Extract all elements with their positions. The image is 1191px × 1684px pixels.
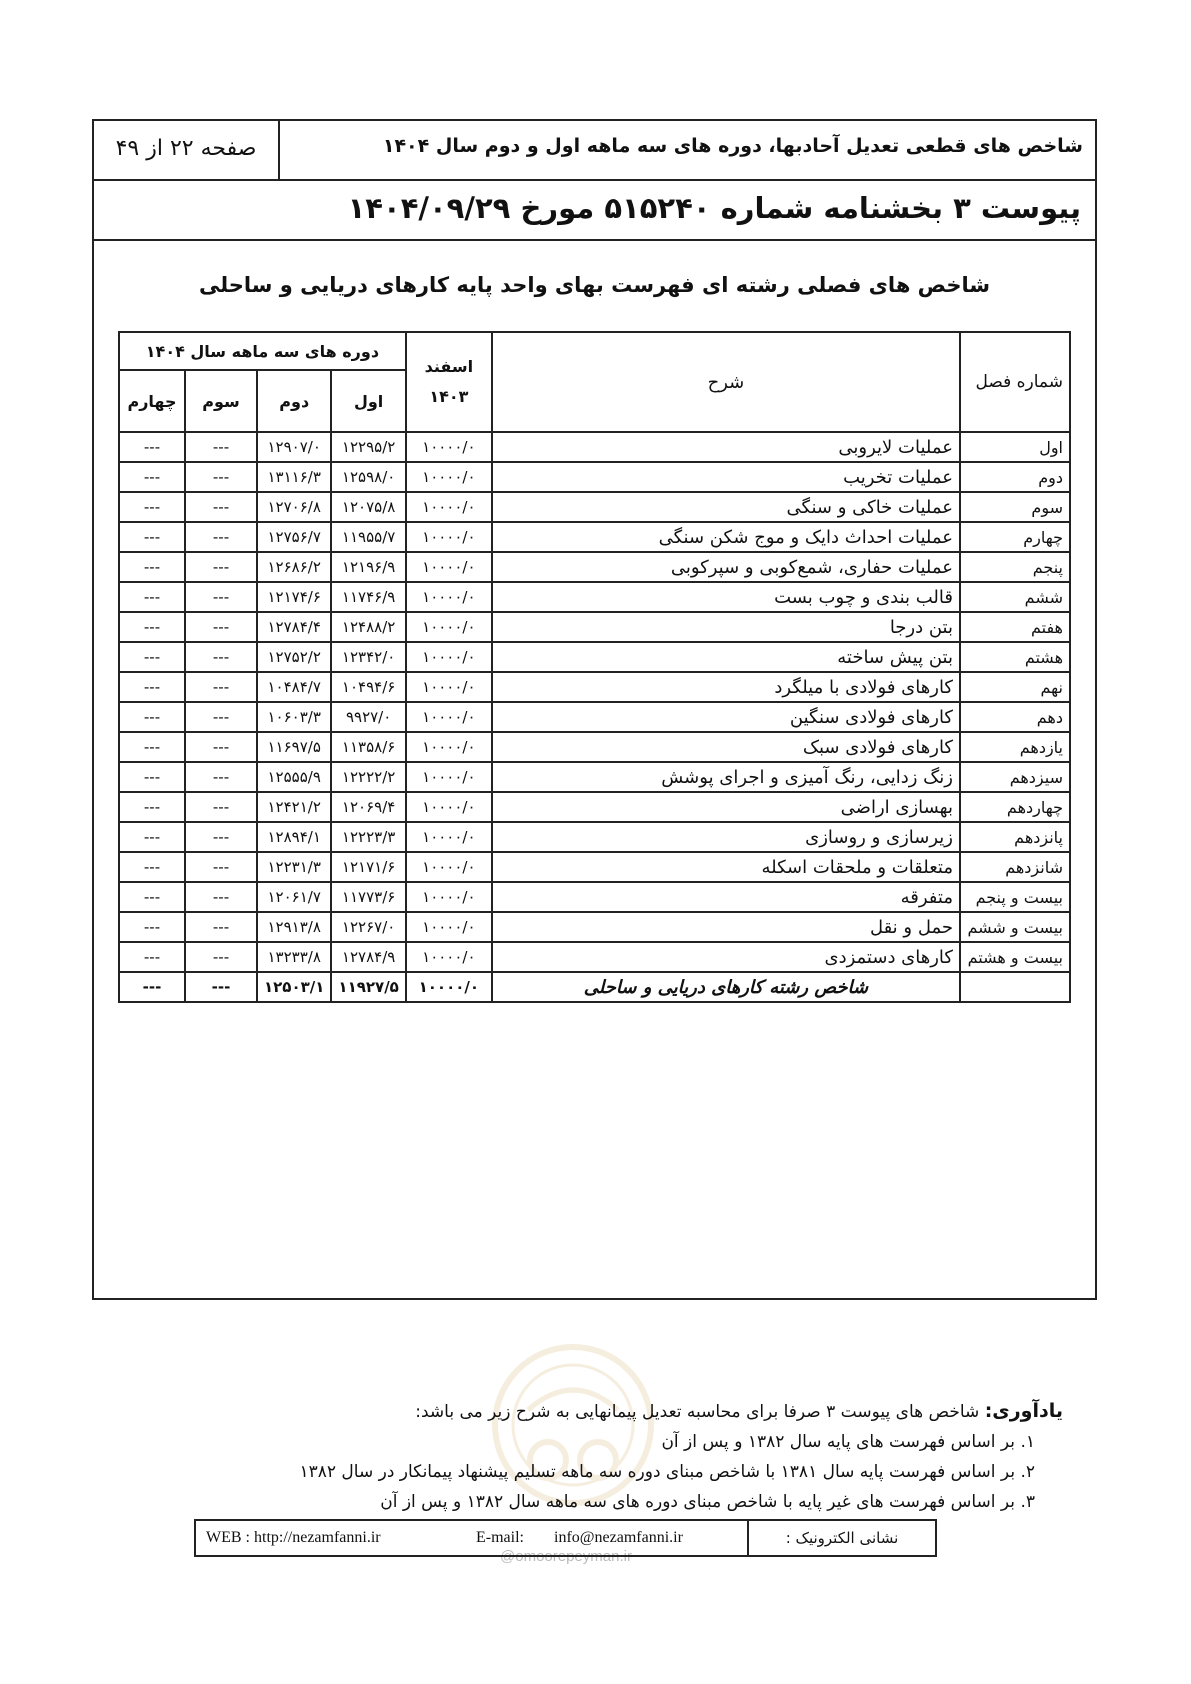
index-table xyxy=(118,331,1071,1003)
cell-description: کارهای دستمزدی xyxy=(492,942,960,972)
reminder-item: ۳. بر اساس فهرست های غیر پایه با شاخص مبنای دوره های سه ماهه سال ۱۳۸۲ و پس از آن xyxy=(380,1492,1035,1512)
cell-chapter: پانزدهم xyxy=(960,822,1070,852)
cell-q2: ۱۲۹۱۳/۸ xyxy=(257,912,331,942)
cell-q3: --- xyxy=(185,732,257,762)
cell-q4: --- xyxy=(119,462,185,492)
reminder-label: یادآوری: xyxy=(984,1400,1063,1422)
cell-description: زنگ زدایی، رنگ آمیزی و اجرای پوشش xyxy=(492,762,960,792)
cell-description: قالب بندی و چوب بست xyxy=(492,582,960,612)
cell-q1: ۹۹۲۷/۰ xyxy=(331,702,405,732)
col-q3: سوم xyxy=(185,370,257,432)
reminder-intro: شاخص های پیوست ۳ صرفا برای محاسبه تعدیل پیمانهایی به شرح زیر می باشد: xyxy=(415,1402,980,1422)
cell-base: ۱۰۰۰۰/۰ xyxy=(406,732,492,762)
cell-q3: --- xyxy=(185,462,257,492)
reminder-intro-line xyxy=(300,1396,1064,1427)
cell-q2: ۱۰۶۰۳/۳ xyxy=(257,702,331,732)
table-row xyxy=(119,702,1070,732)
table-row xyxy=(119,552,1070,582)
cell-base: ۱۰۰۰۰/۰ xyxy=(406,462,492,492)
cell-base: ۱۰۰۰۰/۰ xyxy=(406,612,492,642)
table-row xyxy=(119,792,1070,822)
cell-q1: ۱۱۹۲۷/۵ xyxy=(331,972,405,1002)
cell-q4: --- xyxy=(119,522,185,552)
cell-q2: ۱۲۱۷۴/۶ xyxy=(257,582,331,612)
cell-base: ۱۰۰۰۰/۰ xyxy=(406,912,492,942)
cell-chapter xyxy=(960,972,1070,1002)
cell-q2: ۱۲۷۸۴/۴ xyxy=(257,612,331,642)
cell-q4: --- xyxy=(119,582,185,612)
cell-base: ۱۰۰۰۰/۰ xyxy=(406,702,492,732)
cell-q1: ۱۱۷۷۳/۶ xyxy=(331,882,405,912)
cell-base: ۱۰۰۰۰/۰ xyxy=(406,852,492,882)
circular-subtitle: پیوست ۳ بخشنامه شماره ۵۱۵۲۴۰ مورخ ۱۴۰۴/۰۹/۲۹ xyxy=(347,191,1081,225)
cell-q1: ۱۱۳۵۸/۶ xyxy=(331,732,405,762)
cell-chapter: شانزدهم xyxy=(960,852,1070,882)
cell-q4: --- xyxy=(119,732,185,762)
table-row xyxy=(119,462,1070,492)
cell-q2: ۱۲۵۰۳/۱ xyxy=(257,972,331,1002)
cell-q3: --- xyxy=(185,672,257,702)
cell-q3: --- xyxy=(185,822,257,852)
cell-q1: ۱۲۴۸۸/۲ xyxy=(331,612,405,642)
cell-q3: --- xyxy=(185,492,257,522)
col-description: شرح xyxy=(492,332,960,432)
cell-q3: --- xyxy=(185,852,257,882)
cell-q1: ۱۲۱۹۶/۹ xyxy=(331,552,405,582)
table-row xyxy=(119,642,1070,672)
col-q4: چهارم xyxy=(119,370,185,432)
col-period-group: دوره های سه ماهه سال ۱۴۰۴ xyxy=(119,332,406,370)
website-link[interactable]: WEB : http://nezamfanni.ir xyxy=(206,1529,381,1546)
cell-q2: ۱۲۷۵۲/۲ xyxy=(257,642,331,672)
cell-q4: --- xyxy=(119,642,185,672)
cell-description: کارهای فولادی با میلگرد xyxy=(492,672,960,702)
cell-chapter: بیست و پنجم xyxy=(960,882,1070,912)
cell-description: عملیات خاکی و سنگی xyxy=(492,492,960,522)
reminder-block xyxy=(300,1396,1064,1517)
cell-q4: --- xyxy=(119,702,185,732)
cell-chapter: چهاردهم xyxy=(960,792,1070,822)
cell-q3: --- xyxy=(185,792,257,822)
cell-q2: ۱۲۷۵۶/۷ xyxy=(257,522,331,552)
cell-base: ۱۰۰۰۰/۰ xyxy=(406,762,492,792)
cell-chapter: بیست و ششم xyxy=(960,912,1070,942)
table-row xyxy=(119,612,1070,642)
cell-q3: --- xyxy=(185,432,257,462)
cell-q2: ۱۱۶۹۷/۵ xyxy=(257,732,331,762)
cell-q2: ۱۰۴۸۴/۷ xyxy=(257,672,331,702)
cell-q4: --- xyxy=(119,432,185,462)
table-row xyxy=(119,882,1070,912)
table-row xyxy=(119,672,1070,702)
header-title: شاخص های قطعی تعدیل آحادبها، دوره های سه ماهه اول و دوم سال ۱۴۰۴ xyxy=(382,135,1083,157)
cell-q3: --- xyxy=(185,582,257,612)
table-body xyxy=(119,432,1070,1002)
cell-chapter: بیست و هشتم xyxy=(960,942,1070,972)
cell-chapter: سوم xyxy=(960,492,1070,522)
cell-q4: --- xyxy=(119,972,185,1002)
reminder-item: ۱. بر اساس فهرست های پایه سال ۱۳۸۲ و پس از آن xyxy=(661,1432,1035,1452)
cell-description: کارهای فولادی سبک xyxy=(492,732,960,762)
cell-description: بتن درجا xyxy=(492,612,960,642)
cell-chapter: دوم xyxy=(960,462,1070,492)
table-row xyxy=(119,912,1070,942)
cell-description: بهسازی اراضی xyxy=(492,792,960,822)
cell-base: ۱۰۰۰۰/۰ xyxy=(406,522,492,552)
cell-q1: ۱۲۲۹۵/۲ xyxy=(331,432,405,462)
table-row xyxy=(119,432,1070,462)
email-link[interactable]: info@nezamfanni.ir xyxy=(554,1529,683,1546)
cell-description: عملیات حفاری، شمع‌کوبی و سپرکوبی xyxy=(492,552,960,582)
reminder-item: ۲. بر اساس فهرست پایه سال ۱۳۸۱ با شاخص مبنای دوره سه ماهه تسلیم پیشنهاد پیمانکار در سال ۱۳۸۲ xyxy=(299,1462,1035,1482)
cell-chapter: اول xyxy=(960,432,1070,462)
cell-description: زیرسازی و روسازی xyxy=(492,822,960,852)
cell-q2: ۱۲۸۹۴/۱ xyxy=(257,822,331,852)
cell-q2: ۱۳۱۱۶/۳ xyxy=(257,462,331,492)
cell-base: ۱۰۰۰۰/۰ xyxy=(406,942,492,972)
cell-q3: --- xyxy=(185,642,257,672)
cell-q1: ۱۲۱۷۱/۶ xyxy=(331,852,405,882)
total-row xyxy=(119,972,1070,1002)
table-row xyxy=(119,822,1070,852)
cell-description: کارهای فولادی سنگین xyxy=(492,702,960,732)
cell-q3: --- xyxy=(185,522,257,552)
cell-q4: --- xyxy=(119,492,185,522)
cell-q4: --- xyxy=(119,672,185,702)
cell-q1: ۱۲۲۲۲/۲ xyxy=(331,762,405,792)
cell-base: ۱۰۰۰۰/۰ xyxy=(406,492,492,522)
cell-chapter: هشتم xyxy=(960,642,1070,672)
cell-q3: --- xyxy=(185,702,257,732)
cell-base: ۱۰۰۰۰/۰ xyxy=(406,582,492,612)
cell-base: ۱۰۰۰۰/۰ xyxy=(406,792,492,822)
cell-q3: --- xyxy=(185,882,257,912)
cell-description: حمل و نقل xyxy=(492,912,960,942)
cell-q4: --- xyxy=(119,942,185,972)
cell-q4: --- xyxy=(119,912,185,942)
col-chapter: شماره فصل xyxy=(960,332,1070,432)
cell-q1: ۱۲۰۶۹/۴ xyxy=(331,792,405,822)
cell-chapter: چهارم xyxy=(960,522,1070,552)
cell-description: عملیات احداث دایک و موج شکن سنگی xyxy=(492,522,960,552)
table-row xyxy=(119,492,1070,522)
col-q2: دوم xyxy=(257,370,331,432)
cell-q2: ۱۲۴۲۱/۲ xyxy=(257,792,331,822)
page-number: صفحه ۲۲ از ۴۹ xyxy=(94,121,280,179)
cell-base: ۱۰۰۰۰/۰ xyxy=(406,672,492,702)
table-row xyxy=(119,582,1070,612)
table-row xyxy=(119,522,1070,552)
table-row xyxy=(119,762,1070,792)
col-q1: اول xyxy=(331,370,405,432)
cell-q2: ۱۲۹۰۷/۰ xyxy=(257,432,331,462)
cell-base: ۱۰۰۰۰/۰ xyxy=(406,882,492,912)
cell-q2: ۱۲۲۳۱/۳ xyxy=(257,852,331,882)
cell-description: متعلقات و ملحقات اسکله xyxy=(492,852,960,882)
col-base-esfand: اسفند ۱۴۰۳ xyxy=(406,332,492,432)
cell-q1: ۱۱۷۴۶/۹ xyxy=(331,582,405,612)
cell-q2: ۱۲۵۵۵/۹ xyxy=(257,762,331,792)
cell-q4: --- xyxy=(119,762,185,792)
cell-description: عملیات لایروبی xyxy=(492,432,960,462)
cell-q2: ۱۳۲۳۳/۸ xyxy=(257,942,331,972)
cell-chapter: ششم xyxy=(960,582,1070,612)
cell-q3: --- xyxy=(185,972,257,1002)
subheader-row xyxy=(94,181,1095,241)
cell-base: ۱۰۰۰۰/۰ xyxy=(406,432,492,462)
table-row xyxy=(119,852,1070,882)
cell-q3: --- xyxy=(185,552,257,582)
cell-base: ۱۰۰۰۰/۰ xyxy=(406,552,492,582)
cell-chapter: پنجم xyxy=(960,552,1070,582)
cell-q3: --- xyxy=(185,912,257,942)
cell-q2: ۱۲۷۰۶/۸ xyxy=(257,492,331,522)
cell-q4: --- xyxy=(119,612,185,642)
cell-q4: --- xyxy=(119,852,185,882)
cell-q4: --- xyxy=(119,552,185,582)
table-title: شاخص های فصلی رشته ای فهرست بهای واحد پایه کارهای دریایی و ساحلی xyxy=(198,273,991,297)
table-row xyxy=(119,732,1070,762)
cell-chapter: یازدهم xyxy=(960,732,1070,762)
cell-q1: ۱۱۹۵۵/۷ xyxy=(331,522,405,552)
cell-q1: ۱۰۴۹۴/۶ xyxy=(331,672,405,702)
cell-base: ۱۰۰۰۰/۰ xyxy=(406,822,492,852)
cell-q2: ۱۲۶۸۶/۲ xyxy=(257,552,331,582)
cell-description: عملیات تخریب xyxy=(492,462,960,492)
cell-chapter: نهم xyxy=(960,672,1070,702)
contact-box xyxy=(194,1519,937,1557)
cell-description: متفرقه xyxy=(492,882,960,912)
page-frame xyxy=(92,119,1097,1300)
cell-chapter: دهم xyxy=(960,702,1070,732)
cell-q2: ۱۲۰۶۱/۷ xyxy=(257,882,331,912)
cell-q1: ۱۲۳۴۲/۰ xyxy=(331,642,405,672)
cell-q4: --- xyxy=(119,792,185,822)
cell-q3: --- xyxy=(185,612,257,642)
cell-q3: --- xyxy=(185,942,257,972)
cell-chapter: هفتم xyxy=(960,612,1070,642)
cell-description: بتن پیش ساخته xyxy=(492,642,960,672)
email-label: E-mail: xyxy=(476,1529,524,1546)
cell-q3: --- xyxy=(185,762,257,792)
cell-base: ۱۰۰۰۰/۰ xyxy=(406,642,492,672)
cell-q1: ۱۲۲۶۷/۰ xyxy=(331,912,405,942)
cell-description: شاخص رشته کارهای دریایی و ساحلی xyxy=(492,972,960,1002)
cell-q4: --- xyxy=(119,882,185,912)
watermark-text: @omoorepeyman.ir xyxy=(500,1548,632,1565)
header-row xyxy=(94,121,1095,181)
cell-base: ۱۰۰۰۰/۰ xyxy=(406,972,492,1002)
cell-q4: --- xyxy=(119,822,185,852)
cell-q1: ۱۲۵۹۸/۰ xyxy=(331,462,405,492)
cell-q1: ۱۲۰۷۵/۸ xyxy=(331,492,405,522)
cell-chapter: سیزدهم xyxy=(960,762,1070,792)
table-row xyxy=(119,942,1070,972)
contact-label: نشانی الکترونیک : xyxy=(747,1521,935,1555)
cell-q1: ۱۲۷۸۴/۹ xyxy=(331,942,405,972)
cell-q1: ۱۲۲۲۳/۳ xyxy=(331,822,405,852)
